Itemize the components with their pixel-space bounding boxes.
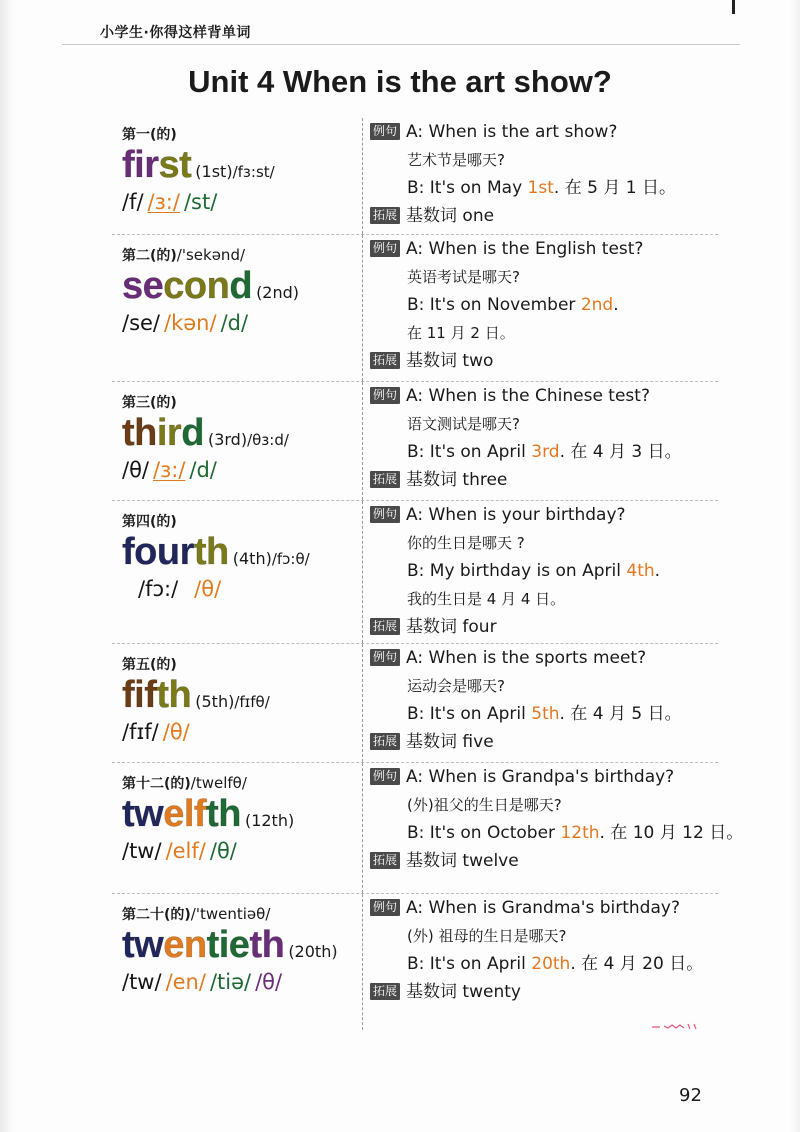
headword: [122, 674, 191, 716]
chinese-meaning: [122, 124, 366, 144]
sentence-ending: .: [654, 561, 661, 581]
syllable: /θ/: [255, 969, 283, 994]
chinese-meaning: [122, 904, 366, 924]
phonetic-transcription: /θɜ:d/: [247, 431, 289, 449]
headword-segment: en: [163, 924, 207, 966]
headword: [122, 793, 241, 835]
sentence-ending: . 在 5 月 1 日。: [553, 178, 676, 198]
example-sentence: [370, 174, 718, 202]
example-sentence: [370, 763, 718, 791]
abbreviation-text: (3rd): [207, 430, 248, 449]
sentence-text: A: When is the art show?: [406, 122, 618, 142]
sentence-text: B: It's on May: [407, 178, 528, 198]
vocab-entry: [112, 382, 718, 501]
sentence-text: 在 11 月 2 日。: [407, 324, 515, 342]
example-sentence: [370, 291, 718, 319]
phonetic-transcription: /fɪfθ/: [234, 693, 270, 711]
headword: [122, 144, 191, 186]
extension-text: 基数词 three: [406, 470, 508, 490]
extension-text: 基数词 twenty: [406, 982, 521, 1002]
extension-line: [370, 347, 718, 375]
headword: [122, 412, 204, 454]
scribble-mark: [650, 1022, 700, 1030]
syllable-breakdown: [122, 190, 366, 214]
headword-segment: th: [193, 531, 229, 573]
extension-line: [370, 613, 718, 641]
sentence-text: 你的生日是哪天 ?: [407, 534, 525, 552]
highlighted-ordinal: 2nd: [580, 295, 614, 315]
syllable: /elf/: [165, 838, 206, 863]
extend-badge: 拓展: [370, 471, 400, 488]
extension-line: [370, 202, 718, 230]
extend-badge: 拓展: [370, 733, 400, 750]
translation-line: [370, 263, 718, 291]
unit-title: Unit 4 When is the art show?: [188, 64, 612, 99]
headword-segment: fir: [122, 144, 159, 186]
translation-line: [370, 791, 718, 819]
headword-segment: tw: [122, 793, 164, 835]
syllable-breakdown: [122, 839, 366, 863]
phonetic-transcription: /'sekənd/: [176, 246, 246, 264]
chinese-meaning: [122, 511, 366, 531]
example-sentence: [370, 382, 718, 410]
example-sentence: [370, 894, 718, 922]
extension-line: [370, 978, 718, 1006]
translation-line: [370, 410, 718, 438]
vocab-entry: [112, 501, 718, 644]
chinese-meaning: [122, 773, 366, 793]
syllable: /d/: [189, 457, 217, 482]
chinese-meaning: [122, 654, 366, 674]
example-badge: 例句: [370, 768, 400, 785]
abbreviation-text: (20th): [288, 942, 338, 961]
translation-line: [370, 922, 718, 950]
extend-badge: 拓展: [370, 852, 400, 869]
syllable: /ɜ:/: [153, 457, 186, 482]
page-edge-shadow: [790, 0, 800, 1132]
headword-segment: th: [249, 924, 285, 966]
page-number: 92: [679, 1085, 702, 1106]
sentence-text: 运动会是哪天?: [407, 677, 505, 695]
phonetic-transcription: /twelfθ/: [190, 774, 247, 792]
example-badge: 例句: [370, 240, 400, 257]
vocab-entry: [112, 118, 718, 235]
sentence-text: A: When is the English test?: [406, 239, 644, 259]
sentence-text: A: When is the Chinese test?: [406, 386, 650, 406]
syllable: /fɔ:/: [138, 576, 179, 601]
binding-mark: [732, 0, 735, 14]
vocab-entry: [112, 763, 744, 894]
vocab-entry: [112, 644, 718, 763]
word-panel: [122, 654, 366, 744]
example-panel: [370, 763, 744, 875]
extension-text: 基数词 five: [406, 732, 494, 752]
example-badge: 例句: [370, 387, 400, 404]
abbreviation-text: (1st): [195, 162, 233, 181]
sentence-ending: .: [613, 295, 619, 315]
abbreviation-text: (2nd): [256, 283, 300, 302]
example-sentence: [370, 950, 718, 978]
syllable: /tiə/: [209, 969, 252, 994]
example-sentence: [370, 644, 718, 672]
highlighted-ordinal: 1st: [527, 178, 554, 198]
syllable: /θ/: [122, 457, 149, 482]
sentence-ending: . 在 10 月 12 日。: [599, 823, 744, 843]
phonetic-transcription: /fɜ:st/: [232, 163, 275, 181]
sentence-text: 英语考试是哪天?: [407, 268, 520, 286]
extend-badge: 拓展: [370, 983, 400, 1000]
extend-badge: 拓展: [370, 618, 400, 635]
extension-text: 基数词 twelve: [406, 851, 519, 871]
sentence-text: A: When is Grandma's birthday?: [406, 898, 680, 918]
vocabulary-entries: [112, 118, 744, 1030]
meaning-text: 第十二(的): [122, 776, 191, 792]
extend-badge: 拓展: [370, 352, 400, 369]
vocab-entry: [112, 235, 718, 382]
headword-segment: con: [163, 265, 230, 307]
chinese-meaning: [122, 392, 366, 412]
header-rule: [62, 44, 740, 45]
example-panel: [370, 894, 718, 1006]
syllable: /θ/: [162, 719, 190, 744]
highlighted-ordinal: 4th: [626, 561, 655, 581]
translation-line: [370, 319, 718, 347]
sentence-text: B: It's on April: [407, 704, 532, 724]
ordinal-abbreviation: [288, 942, 337, 961]
example-panel: [370, 501, 718, 641]
example-sentence: [370, 235, 718, 263]
example-sentence: [370, 819, 744, 847]
word-line: [122, 414, 366, 454]
headword-segment: four: [122, 531, 194, 573]
word-line: [122, 146, 366, 186]
example-panel: [370, 118, 718, 230]
sentence-ending: . 在 4 月 3 日。: [559, 442, 682, 462]
word-panel: [122, 904, 366, 994]
extension-line: [370, 466, 718, 494]
headword-segment: d: [229, 265, 253, 307]
meaning-text: 第五(的): [122, 657, 177, 673]
syllable: /kən/: [164, 310, 217, 335]
extension-text: 基数词 one: [406, 206, 495, 226]
sentence-text: B: It's on November: [407, 295, 581, 315]
phonetic-transcription: /'twentiəθ/: [190, 905, 271, 923]
example-panel: [370, 235, 718, 375]
chinese-meaning: [122, 245, 366, 265]
example-sentence: [370, 700, 718, 728]
syllable: /tw/: [122, 969, 162, 994]
highlighted-ordinal: 20th: [531, 954, 571, 974]
example-badge: 例句: [370, 649, 400, 666]
translation-line: [370, 146, 718, 174]
ordinal-abbreviation: [245, 811, 294, 830]
headword: [122, 531, 229, 573]
headword-segment: st: [158, 144, 192, 186]
word-panel: [122, 245, 366, 335]
phonetic-transcription: /fɔ:θ/: [271, 550, 310, 568]
example-sentence: [370, 501, 718, 529]
meaning-text: 第三(的): [122, 395, 177, 411]
translation-line: [370, 672, 718, 700]
word-line: [122, 795, 366, 835]
headword-segment: elf: [163, 793, 207, 835]
syllable: /en/: [165, 969, 206, 994]
syllable: /θ/: [209, 838, 237, 863]
ordinal-abbreviation: [208, 430, 289, 449]
headword-segment: th: [122, 412, 157, 454]
sentence-text: A: When is your birthday?: [406, 505, 626, 525]
highlighted-ordinal: 12th: [560, 823, 600, 843]
headword-segment: fif: [122, 674, 157, 716]
sentence-text: (外)祖父的生日是哪天?: [407, 796, 562, 814]
syllable: /d/: [220, 310, 249, 335]
syllable-breakdown: [122, 720, 366, 744]
syllable-breakdown: [122, 458, 366, 482]
syllable: /se/: [122, 310, 161, 335]
sentence-text: A: When is Grandpa's birthday?: [406, 767, 675, 787]
word-panel: [122, 511, 366, 601]
sentence-text: (外) 祖母的生日是哪天?: [407, 927, 567, 945]
meaning-text: 第一(的): [122, 127, 177, 143]
sentence-text: B: It's on April: [407, 442, 532, 462]
ordinal-abbreviation: [256, 283, 299, 302]
sentence-text: B: My birthday is on April: [407, 561, 627, 581]
word-line: [122, 267, 366, 307]
meaning-text: 第二十(的): [122, 907, 191, 923]
extend-badge: 拓展: [370, 207, 400, 224]
headword-segment: tie: [206, 924, 250, 966]
abbreviation-text: (5th): [195, 692, 235, 711]
word-line: [122, 533, 366, 573]
extension-line: [370, 847, 718, 875]
syllable-breakdown: [122, 577, 366, 601]
extension-text: 基数词 four: [406, 617, 497, 637]
syllable: /st/: [183, 189, 218, 214]
ordinal-abbreviation: [233, 549, 310, 568]
abbreviation-text: (12th): [244, 811, 295, 830]
word-line: [122, 676, 366, 716]
ordinal-abbreviation: [195, 692, 270, 711]
headword-segment: d: [181, 412, 204, 454]
syllable: /f/: [122, 189, 144, 214]
headword-segment: ir: [156, 412, 182, 454]
page-gutter-shadow: [0, 0, 14, 1132]
syllable: /θ/: [194, 576, 222, 601]
sentence-text: 艺术节是哪天?: [407, 151, 505, 169]
extension-line: [370, 728, 718, 756]
vocab-entry: [112, 894, 718, 1030]
meaning-text: 第四(的): [122, 514, 177, 530]
sentence-ending: . 在 4 月 5 日。: [559, 704, 682, 724]
syllable-breakdown: [122, 311, 366, 335]
sentence-text: A: When is the sports meet?: [406, 648, 647, 668]
headword-segment: se: [122, 265, 164, 307]
example-sentence: [370, 557, 718, 585]
extension-text: 基数词 two: [406, 351, 494, 371]
syllable: /tw/: [122, 838, 162, 863]
word-panel: [122, 392, 366, 482]
sentence-text: B: It's on April: [407, 954, 532, 974]
word-line: [122, 926, 366, 966]
ordinal-abbreviation: [195, 162, 274, 181]
word-panel: [122, 773, 366, 863]
example-sentence: [370, 438, 718, 466]
headword-segment: th: [156, 674, 192, 716]
sentence-text: 语文测试是哪天?: [407, 415, 520, 433]
example-sentence: [370, 118, 718, 146]
syllable-breakdown: [122, 970, 366, 994]
highlighted-ordinal: 3rd: [531, 442, 560, 462]
example-badge: 例句: [370, 123, 400, 140]
example-panel: [370, 382, 718, 494]
meaning-text: 第二(的): [122, 248, 177, 264]
headword: [122, 924, 284, 966]
abbreviation-text: (4th): [232, 549, 272, 568]
translation-line: [370, 585, 718, 613]
headword: [122, 265, 252, 307]
word-panel: [122, 124, 366, 214]
translation-line: [370, 529, 718, 557]
example-panel: [370, 644, 718, 756]
syllable: /fɪf/: [122, 719, 159, 744]
sentence-text: 我的生日是 4 月 4 日。: [407, 590, 566, 608]
example-badge: 例句: [370, 899, 400, 916]
sentence-text: B: It's on October: [407, 823, 561, 843]
headword-segment: th: [206, 793, 241, 835]
sentence-ending: . 在 4 月 20 日。: [570, 954, 704, 974]
headword-segment: tw: [122, 924, 164, 966]
syllable: /ɜ:/: [147, 189, 180, 214]
example-badge: 例句: [370, 506, 400, 523]
highlighted-ordinal: 5th: [531, 704, 560, 724]
series-header: 小学生·你得这样背单词: [100, 25, 251, 41]
